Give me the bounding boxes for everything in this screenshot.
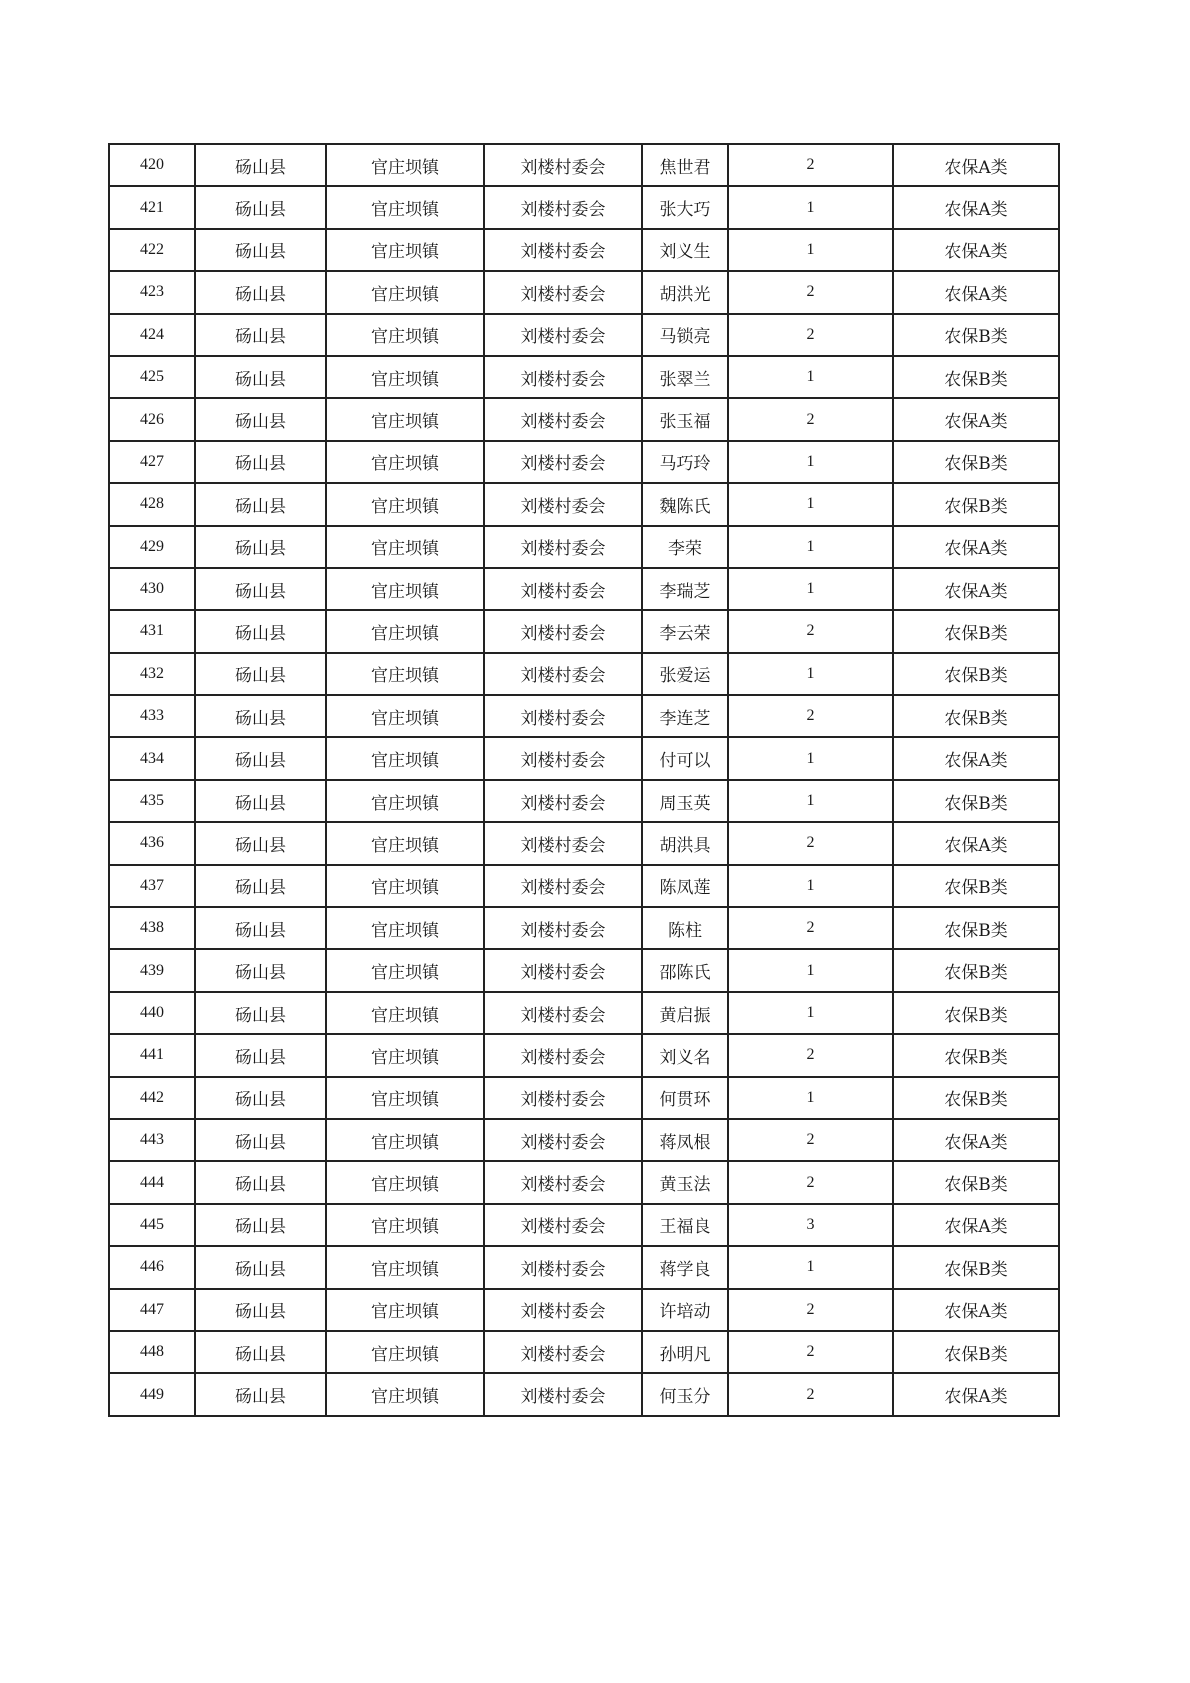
county-cell: 砀山县 (195, 1246, 326, 1288)
table-row (109, 1289, 1059, 1331)
category-cell: 农保A类 (893, 229, 1059, 271)
town-cell: 官庄坝镇 (326, 1077, 484, 1119)
name-cell: 张翠兰 (642, 356, 728, 398)
category-cell: 农保B类 (893, 314, 1059, 356)
town-cell: 官庄坝镇 (326, 822, 484, 864)
row-number-cell: 439 (109, 949, 195, 991)
village-committee-cell: 刘楼村委会 (484, 992, 642, 1034)
row-number-cell: 444 (109, 1161, 195, 1203)
town-cell: 官庄坝镇 (326, 737, 484, 779)
town-cell: 官庄坝镇 (326, 526, 484, 568)
village-committee-cell: 刘楼村委会 (484, 865, 642, 907)
table-row (109, 1246, 1059, 1288)
household-size-cell: 1 (728, 992, 893, 1034)
name-cell: 付可以 (642, 737, 728, 779)
county-cell: 砀山县 (195, 144, 326, 186)
category-cell: 农保B类 (893, 1246, 1059, 1288)
row-number-cell: 442 (109, 1077, 195, 1119)
table-body (109, 144, 1059, 1416)
row-number-cell: 435 (109, 780, 195, 822)
table-row (109, 737, 1059, 779)
household-size-cell: 2 (728, 1331, 893, 1373)
category-cell: 农保B类 (893, 695, 1059, 737)
beneficiary-table (108, 143, 1060, 1417)
table-row (109, 907, 1059, 949)
row-number-cell: 438 (109, 907, 195, 949)
table-row (109, 1204, 1059, 1246)
name-cell: 黄启振 (642, 992, 728, 1034)
name-cell: 李云荣 (642, 610, 728, 652)
name-cell: 周玉英 (642, 780, 728, 822)
household-size-cell: 3 (728, 1204, 893, 1246)
county-cell: 砀山县 (195, 822, 326, 864)
household-size-cell: 2 (728, 144, 893, 186)
town-cell: 官庄坝镇 (326, 483, 484, 525)
town-cell: 官庄坝镇 (326, 610, 484, 652)
household-size-cell: 1 (728, 949, 893, 991)
household-size-cell: 1 (728, 1077, 893, 1119)
county-cell: 砀山县 (195, 483, 326, 525)
name-cell: 何玉分 (642, 1373, 728, 1415)
town-cell: 官庄坝镇 (326, 186, 484, 228)
row-number-cell: 433 (109, 695, 195, 737)
village-committee-cell: 刘楼村委会 (484, 610, 642, 652)
household-size-cell: 1 (728, 865, 893, 907)
category-cell: 农保A类 (893, 271, 1059, 313)
table-row (109, 229, 1059, 271)
village-committee-cell: 刘楼村委会 (484, 780, 642, 822)
table-row (109, 441, 1059, 483)
county-cell: 砀山县 (195, 271, 326, 313)
household-size-cell: 2 (728, 610, 893, 652)
name-cell: 张玉福 (642, 398, 728, 440)
town-cell: 官庄坝镇 (326, 398, 484, 440)
county-cell: 砀山县 (195, 526, 326, 568)
county-cell: 砀山县 (195, 1161, 326, 1203)
village-committee-cell: 刘楼村委会 (484, 695, 642, 737)
name-cell: 魏陈氏 (642, 483, 728, 525)
county-cell: 砀山县 (195, 865, 326, 907)
table-row (109, 356, 1059, 398)
village-committee-cell: 刘楼村委会 (484, 568, 642, 610)
name-cell: 陈柱 (642, 907, 728, 949)
village-committee-cell: 刘楼村委会 (484, 229, 642, 271)
category-cell: 农保A类 (893, 568, 1059, 610)
category-cell: 农保B类 (893, 610, 1059, 652)
name-cell: 焦世君 (642, 144, 728, 186)
household-size-cell: 2 (728, 1034, 893, 1076)
row-number-cell: 434 (109, 737, 195, 779)
category-cell: 农保A类 (893, 1289, 1059, 1331)
household-size-cell: 1 (728, 186, 893, 228)
village-committee-cell: 刘楼村委会 (484, 1077, 642, 1119)
household-size-cell: 1 (728, 441, 893, 483)
row-number-cell: 432 (109, 653, 195, 695)
county-cell: 砀山县 (195, 610, 326, 652)
row-number-cell: 423 (109, 271, 195, 313)
village-committee-cell: 刘楼村委会 (484, 314, 642, 356)
row-number-cell: 420 (109, 144, 195, 186)
row-number-cell: 449 (109, 1373, 195, 1415)
town-cell: 官庄坝镇 (326, 992, 484, 1034)
table-row (109, 610, 1059, 652)
row-number-cell: 424 (109, 314, 195, 356)
table-row (109, 1077, 1059, 1119)
household-size-cell: 2 (728, 822, 893, 864)
name-cell: 陈凤莲 (642, 865, 728, 907)
household-size-cell: 2 (728, 398, 893, 440)
row-number-cell: 422 (109, 229, 195, 271)
table-row (109, 949, 1059, 991)
village-committee-cell: 刘楼村委会 (484, 653, 642, 695)
category-cell: 农保A类 (893, 1373, 1059, 1415)
category-cell: 农保A类 (893, 186, 1059, 228)
household-size-cell: 1 (728, 780, 893, 822)
village-committee-cell: 刘楼村委会 (484, 1246, 642, 1288)
household-size-cell: 1 (728, 1246, 893, 1288)
town-cell: 官庄坝镇 (326, 949, 484, 991)
name-cell: 李荣 (642, 526, 728, 568)
household-size-cell: 2 (728, 271, 893, 313)
town-cell: 官庄坝镇 (326, 568, 484, 610)
table-row (109, 1119, 1059, 1161)
name-cell: 蒋凤根 (642, 1119, 728, 1161)
county-cell: 砀山县 (195, 949, 326, 991)
table-row (109, 483, 1059, 525)
name-cell: 许培动 (642, 1289, 728, 1331)
village-committee-cell: 刘楼村委会 (484, 1204, 642, 1246)
household-size-cell: 2 (728, 1373, 893, 1415)
town-cell: 官庄坝镇 (326, 229, 484, 271)
household-size-cell: 1 (728, 526, 893, 568)
village-committee-cell: 刘楼村委会 (484, 737, 642, 779)
town-cell: 官庄坝镇 (326, 144, 484, 186)
table-row (109, 780, 1059, 822)
town-cell: 官庄坝镇 (326, 653, 484, 695)
category-cell: 农保B类 (893, 1331, 1059, 1373)
table-row (109, 398, 1059, 440)
table-row (109, 695, 1059, 737)
name-cell: 刘义名 (642, 1034, 728, 1076)
name-cell: 马巧玲 (642, 441, 728, 483)
category-cell: 农保A类 (893, 1119, 1059, 1161)
table-row (109, 314, 1059, 356)
category-cell: 农保A类 (893, 1204, 1059, 1246)
household-size-cell: 2 (728, 1161, 893, 1203)
category-cell: 农保A类 (893, 398, 1059, 440)
household-size-cell: 2 (728, 907, 893, 949)
county-cell: 砀山县 (195, 441, 326, 483)
village-committee-cell: 刘楼村委会 (484, 186, 642, 228)
county-cell: 砀山县 (195, 1331, 326, 1373)
town-cell: 官庄坝镇 (326, 907, 484, 949)
category-cell: 农保B类 (893, 907, 1059, 949)
village-committee-cell: 刘楼村委会 (484, 907, 642, 949)
household-size-cell: 2 (728, 1119, 893, 1161)
row-number-cell: 447 (109, 1289, 195, 1331)
county-cell: 砀山县 (195, 695, 326, 737)
town-cell: 官庄坝镇 (326, 1204, 484, 1246)
category-cell: 农保A类 (893, 822, 1059, 864)
village-committee-cell: 刘楼村委会 (484, 1119, 642, 1161)
category-cell: 农保B类 (893, 1034, 1059, 1076)
row-number-cell: 431 (109, 610, 195, 652)
name-cell: 胡洪具 (642, 822, 728, 864)
row-number-cell: 427 (109, 441, 195, 483)
name-cell: 邵陈氏 (642, 949, 728, 991)
town-cell: 官庄坝镇 (326, 1289, 484, 1331)
row-number-cell: 446 (109, 1246, 195, 1288)
county-cell: 砀山县 (195, 398, 326, 440)
category-cell: 农保B类 (893, 865, 1059, 907)
name-cell: 李连芝 (642, 695, 728, 737)
row-number-cell: 440 (109, 992, 195, 1034)
category-cell: 农保A类 (893, 144, 1059, 186)
category-cell: 农保B类 (893, 992, 1059, 1034)
row-number-cell: 426 (109, 398, 195, 440)
category-cell: 农保A类 (893, 526, 1059, 568)
town-cell: 官庄坝镇 (326, 780, 484, 822)
row-number-cell: 421 (109, 186, 195, 228)
county-cell: 砀山县 (195, 1289, 326, 1331)
name-cell: 何贯环 (642, 1077, 728, 1119)
category-cell: 农保B类 (893, 949, 1059, 991)
row-number-cell: 428 (109, 483, 195, 525)
row-number-cell: 429 (109, 526, 195, 568)
village-committee-cell: 刘楼村委会 (484, 1034, 642, 1076)
town-cell: 官庄坝镇 (326, 1331, 484, 1373)
county-cell: 砀山县 (195, 737, 326, 779)
town-cell: 官庄坝镇 (326, 441, 484, 483)
county-cell: 砀山县 (195, 314, 326, 356)
town-cell: 官庄坝镇 (326, 865, 484, 907)
village-committee-cell: 刘楼村委会 (484, 1373, 642, 1415)
town-cell: 官庄坝镇 (326, 1161, 484, 1203)
town-cell: 官庄坝镇 (326, 314, 484, 356)
county-cell: 砀山县 (195, 907, 326, 949)
name-cell: 李瑞芝 (642, 568, 728, 610)
town-cell: 官庄坝镇 (326, 1034, 484, 1076)
name-cell: 黄玉法 (642, 1161, 728, 1203)
village-committee-cell: 刘楼村委会 (484, 822, 642, 864)
household-size-cell: 1 (728, 653, 893, 695)
town-cell: 官庄坝镇 (326, 1373, 484, 1415)
table-row (109, 1161, 1059, 1203)
town-cell: 官庄坝镇 (326, 356, 484, 398)
table-row (109, 1034, 1059, 1076)
village-committee-cell: 刘楼村委会 (484, 1161, 642, 1203)
category-cell: 农保B类 (893, 1077, 1059, 1119)
table-row (109, 1331, 1059, 1373)
household-size-cell: 2 (728, 695, 893, 737)
row-number-cell: 448 (109, 1331, 195, 1373)
table-row (109, 568, 1059, 610)
county-cell: 砀山县 (195, 1119, 326, 1161)
name-cell: 王福良 (642, 1204, 728, 1246)
town-cell: 官庄坝镇 (326, 271, 484, 313)
village-committee-cell: 刘楼村委会 (484, 271, 642, 313)
village-committee-cell: 刘楼村委会 (484, 949, 642, 991)
county-cell: 砀山县 (195, 1373, 326, 1415)
table-row (109, 865, 1059, 907)
village-committee-cell: 刘楼村委会 (484, 441, 642, 483)
village-committee-cell: 刘楼村委会 (484, 144, 642, 186)
row-number-cell: 443 (109, 1119, 195, 1161)
row-number-cell: 445 (109, 1204, 195, 1246)
household-size-cell: 1 (728, 737, 893, 779)
table-row (109, 822, 1059, 864)
category-cell: 农保A类 (893, 737, 1059, 779)
category-cell: 农保B类 (893, 356, 1059, 398)
name-cell: 张爱运 (642, 653, 728, 695)
household-size-cell: 2 (728, 1289, 893, 1331)
category-cell: 农保B类 (893, 653, 1059, 695)
name-cell: 胡洪光 (642, 271, 728, 313)
row-number-cell: 436 (109, 822, 195, 864)
household-size-cell: 1 (728, 483, 893, 525)
household-size-cell: 1 (728, 356, 893, 398)
row-number-cell: 441 (109, 1034, 195, 1076)
county-cell: 砀山县 (195, 186, 326, 228)
town-cell: 官庄坝镇 (326, 695, 484, 737)
town-cell: 官庄坝镇 (326, 1246, 484, 1288)
county-cell: 砀山县 (195, 1204, 326, 1246)
county-cell: 砀山县 (195, 653, 326, 695)
household-size-cell: 2 (728, 314, 893, 356)
village-committee-cell: 刘楼村委会 (484, 526, 642, 568)
table-row (109, 992, 1059, 1034)
county-cell: 砀山县 (195, 1034, 326, 1076)
household-size-cell: 1 (728, 568, 893, 610)
name-cell: 马锁亮 (642, 314, 728, 356)
name-cell: 蒋学良 (642, 1246, 728, 1288)
category-cell: 农保B类 (893, 1161, 1059, 1203)
village-committee-cell: 刘楼村委会 (484, 1331, 642, 1373)
county-cell: 砀山县 (195, 1077, 326, 1119)
category-cell: 农保B类 (893, 780, 1059, 822)
table-row (109, 1373, 1059, 1415)
name-cell: 孙明凡 (642, 1331, 728, 1373)
town-cell: 官庄坝镇 (326, 1119, 484, 1161)
name-cell: 张大巧 (642, 186, 728, 228)
county-cell: 砀山县 (195, 229, 326, 271)
county-cell: 砀山县 (195, 356, 326, 398)
category-cell: 农保B类 (893, 441, 1059, 483)
row-number-cell: 430 (109, 568, 195, 610)
category-cell: 农保B类 (893, 483, 1059, 525)
county-cell: 砀山县 (195, 780, 326, 822)
county-cell: 砀山县 (195, 992, 326, 1034)
village-committee-cell: 刘楼村委会 (484, 398, 642, 440)
name-cell: 刘义生 (642, 229, 728, 271)
table-row (109, 653, 1059, 695)
household-size-cell: 1 (728, 229, 893, 271)
table-row (109, 144, 1059, 186)
table-row (109, 186, 1059, 228)
village-committee-cell: 刘楼村委会 (484, 1289, 642, 1331)
table-row (109, 271, 1059, 313)
village-committee-cell: 刘楼村委会 (484, 356, 642, 398)
row-number-cell: 437 (109, 865, 195, 907)
table-row (109, 526, 1059, 568)
row-number-cell: 425 (109, 356, 195, 398)
county-cell: 砀山县 (195, 568, 326, 610)
village-committee-cell: 刘楼村委会 (484, 483, 642, 525)
